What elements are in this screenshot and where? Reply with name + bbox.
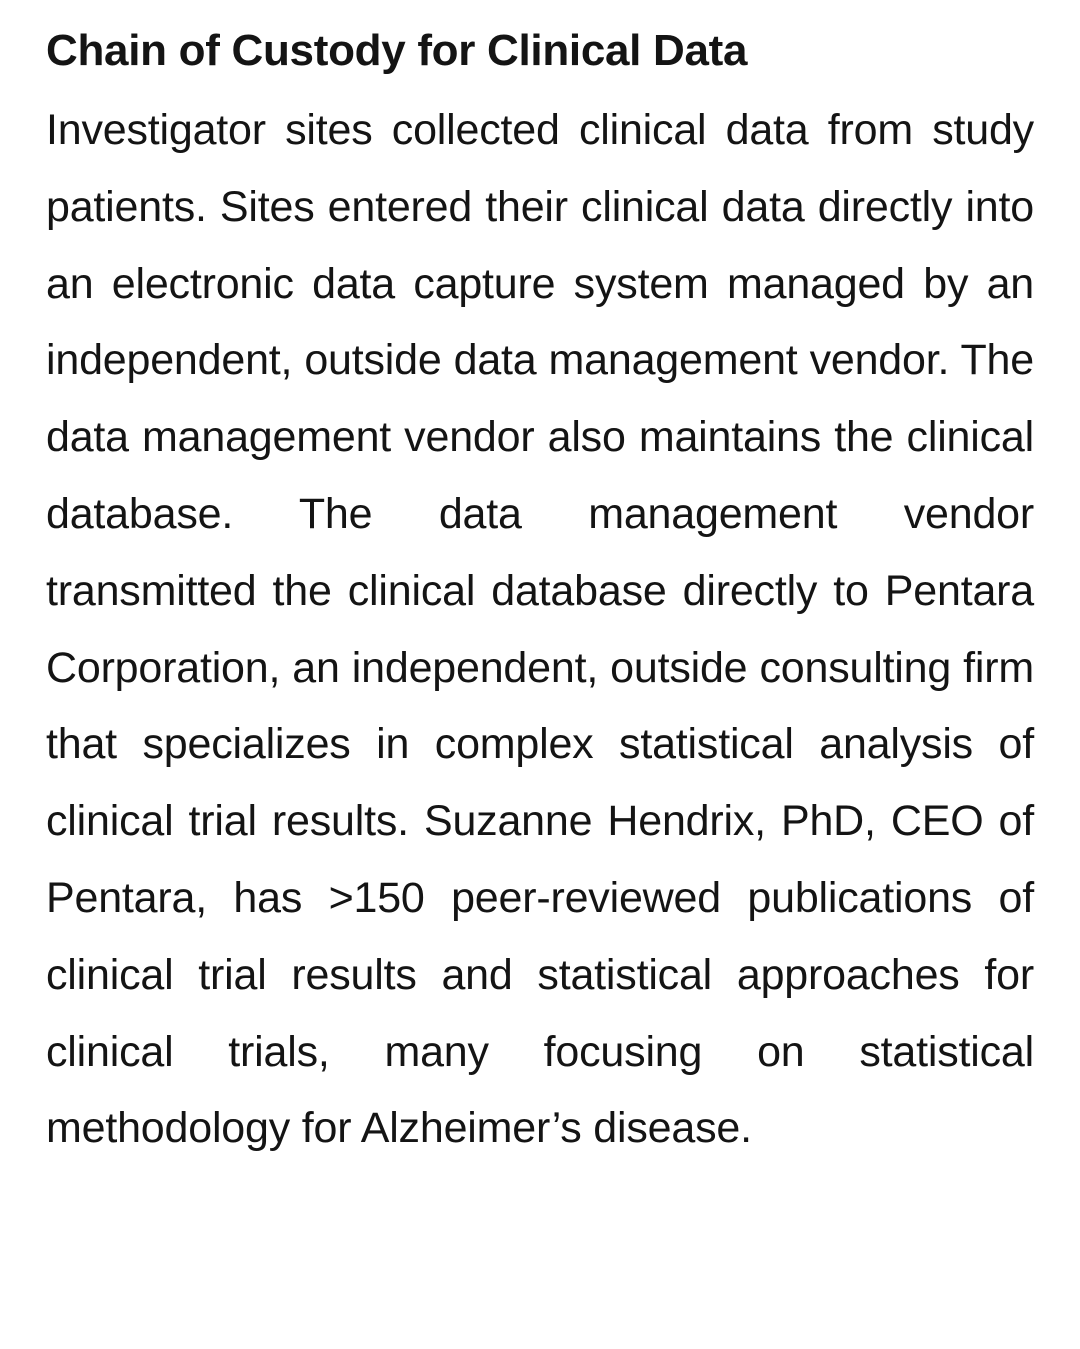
article [46,22,1034,1167]
article-body: Investigator sites collected clinical data from study patients. Sites entered their clinical data directly into an electronic data capture system managed by an independent, outside data management vendor. The data management vendor also maintains the clinical database. The data management vendor transmitted the clinical database directly to Pentara Corporation, an independent, outside consulting firm that specializes in complex statistical analysis of clinical trial results. Suzanne Hendrix, PhD, CEO of Pentara, has >150 peer-reviewed publications of clinical trial results and statistical approaches for clinical trials, many focusing on statistical methodology for Alzheimer’s disease. [46,106,1034,1153]
article-title: Chain of Custody for Clinical Data [46,26,748,75]
